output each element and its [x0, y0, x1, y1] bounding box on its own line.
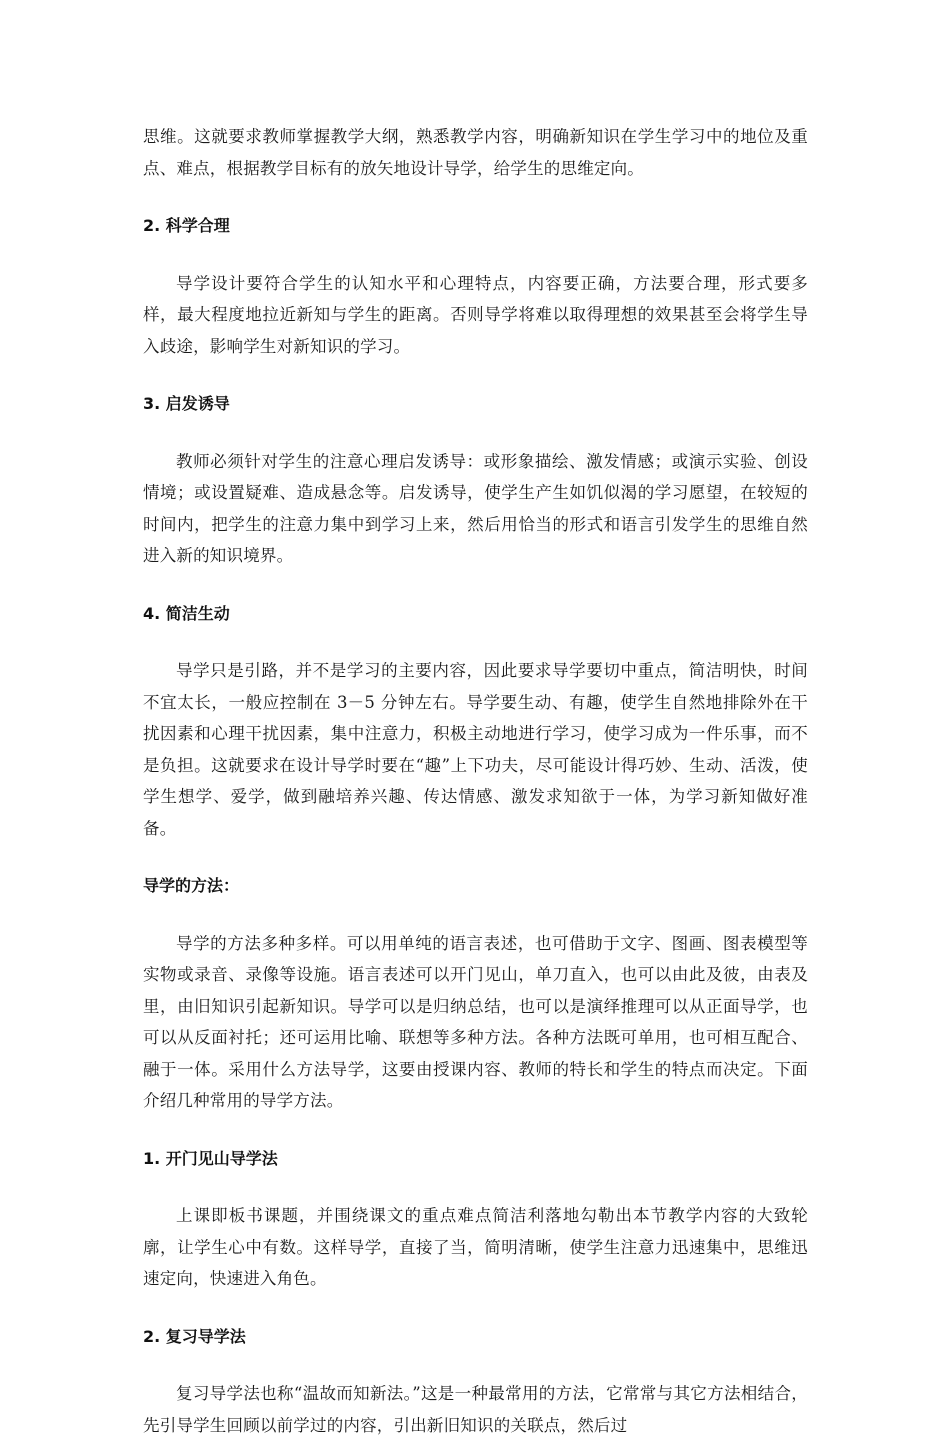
- spacer: [143, 902, 808, 928]
- spacer: [143, 184, 808, 210]
- spacer: [143, 629, 808, 655]
- paragraph-review-method: 复习导学法也称“温故而知新法。”这是一种最常用的方法，它常常与其它方法相结合，先引导学生回顾以前学过的内容，引出新旧知识的关联点，然后过: [143, 1384, 808, 1435]
- heading-concise-vivid: 4. 简洁生动: [143, 603, 230, 623]
- paragraph-guidance-methods: 导学的方法多种多样。可以用单纯的语言表述，也可借助于文字、图画、图表模型等实物或录音、录像等设施。语言表述可以开门见山，单刀直入，也可以由此及彼，由表及里，由旧知识引起新知识。导学可以是归纳总结，也可以是演绎推理可以从正面导学，也可以从反面衬托；还可运用比喻、联想等多种方法。各种方法既可单用，也可相互配合、融于一体。采用什么方法导学，这要由授课内容、教师的特长和学生的特点而决定。下面介绍几种常用的导学方法。: [143, 933, 808, 1110]
- spacer: [143, 1174, 808, 1200]
- spacer: [143, 572, 808, 598]
- heading-direct-method: 1. 开门见山导学法: [143, 1148, 278, 1168]
- paragraph-scientific-reasonable: 导学设计要符合学生的认知水平和心理特点，内容要正确，方法要合理，形式要多样，最大程度地拉近新知与学生的距离。否则导学将难以取得理想的效果甚至会将学生导入歧途，影响学生对新知识的学习。: [143, 273, 808, 356]
- heading-review-method: 2. 复习导学法: [143, 1326, 246, 1346]
- paragraph-heuristic-guidance: 教师必须针对学生的注意心理启发诱导：或形象描绘、激发情感；或演示实验、创设情境；或设置疑难、造成悬念等。启发诱导，使学生产生如饥似渴的学习愿望，在较短的时间内，把学生的注意力集中到学习上来，然后用恰当的形式和语言引发学生的思维自然进入新的知识境界。: [143, 451, 808, 565]
- spacer: [143, 420, 808, 446]
- spacer: [143, 1295, 808, 1321]
- spacer: [143, 844, 808, 870]
- spacer: [143, 242, 808, 268]
- heading-guidance-methods: 导学的方法：: [143, 876, 240, 895]
- spacer: [143, 362, 808, 388]
- paragraph-direct-method: 上课即板书课题，并围绕课文的重点难点简洁利落地勾勒出本节教学内容的大致轮廓，让学生心中有数。这样导学，直接了当，简明清晰，使学生注意力迅速集中，思维迅速定向，快速进入角色。: [143, 1206, 808, 1288]
- paragraph-continuation: 思维。这就要求教师掌握教学大纲，熟悉教学内容，明确新知识在学生学习中的地位及重点、难点，根据教学目标有的放矢地设计导学，给学生的思维定向。: [143, 127, 808, 178]
- heading-heuristic-guidance: 3. 启发诱导: [143, 394, 230, 413]
- paragraph-concise-vivid: 导学只是引路，并不是学习的主要内容，因此要求导学要切中重点，简洁明快，时间不宜太长，一般应控制在 3－5 分钟左右。导学要生动、有趣，使学生自然地排除外在干扰因素和心理干扰因素，集中注意力，积极主动地进行学习，使学习成为一件乐事，而不是负担。这就要求在设计导学时要在“趣”上下功夫，尽可能设计得巧妙、生动、活泼，使学生想学、爱学，做到融培养兴趣、传达情感、激发求知欲于一体，为学习新知做好准备。: [143, 661, 808, 838]
- spacer: [143, 1117, 808, 1143]
- heading-scientific-reasonable: 2. 科学合理: [143, 216, 230, 235]
- document-body: [143, 121, 808, 1441]
- spacer: [143, 1352, 808, 1378]
